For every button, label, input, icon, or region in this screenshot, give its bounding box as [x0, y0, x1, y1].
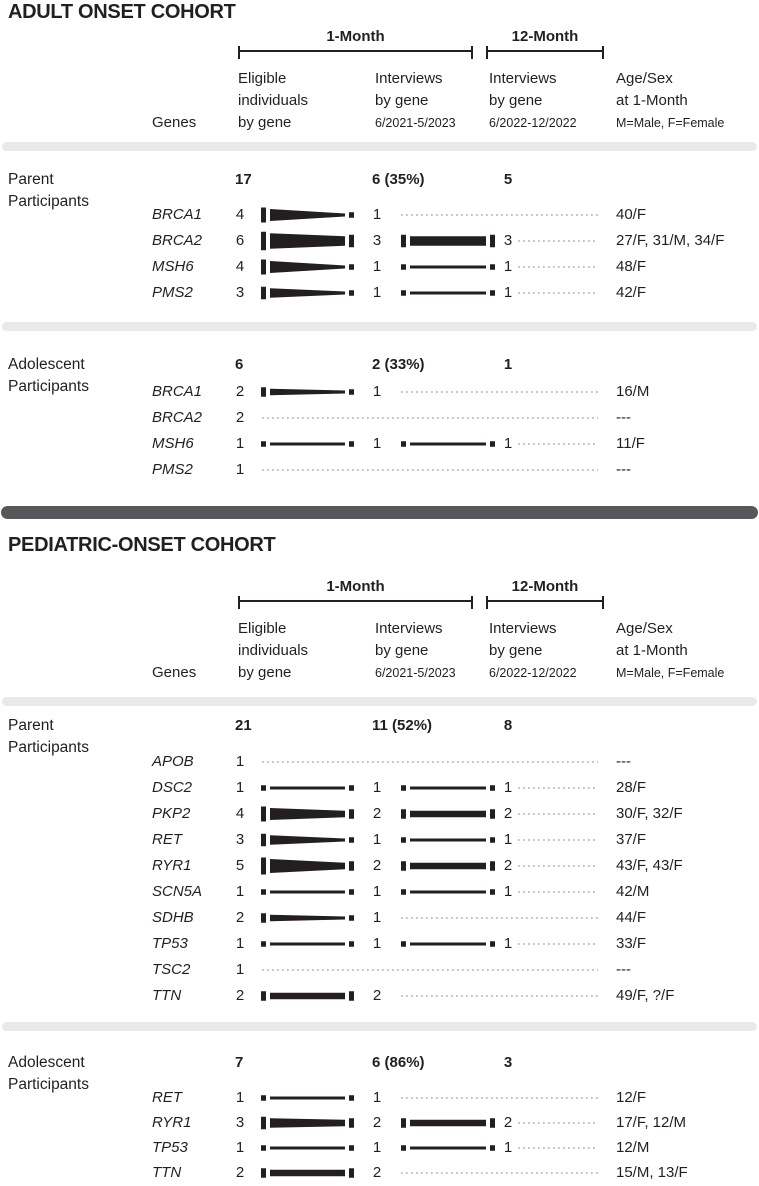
gene-label: MSH6: [152, 258, 194, 275]
flow-bar-1month-right-cap: [349, 389, 354, 395]
separator-light: [2, 697, 757, 706]
eligible-count: 4: [235, 258, 245, 275]
eligible-count: 2: [235, 1164, 245, 1181]
flow-bar-1month-right-cap: [349, 1168, 354, 1178]
age-sex-value: 11/F: [616, 435, 645, 452]
flow-bar-1month-left-cap: [261, 834, 266, 847]
bracket-12month-label: 12-Month: [511, 578, 579, 595]
totals-interviews-1month: 11 (52%): [372, 717, 433, 734]
totals-interviews-12month: 3: [503, 1054, 513, 1071]
totals-eligible-count: 17: [235, 171, 252, 188]
flow-bar-1month-right-cap: [349, 991, 354, 1001]
flow-bar-1month-wedge: [270, 1170, 345, 1177]
interviews-12month-count: 1: [503, 284, 513, 301]
column-header-line: Age/Sex: [616, 70, 673, 87]
flow-bar-1month-wedge: [270, 993, 345, 1000]
flow-bar-1month-wedge: [270, 943, 345, 946]
flow-bar-12month-right-cap: [490, 1145, 495, 1151]
age-sex-value: 15/M, 13/F: [616, 1164, 688, 1181]
flow-bar-1month-wedge: [270, 261, 345, 273]
bracket-1month: [238, 46, 473, 59]
totals-interviews-12month: 5: [503, 171, 513, 188]
flow-bar-1month-left-cap: [261, 1095, 266, 1101]
flow-bar-1month-right-cap: [349, 441, 354, 447]
eligible-count: 1: [235, 1139, 245, 1156]
flow-bars: [250, 229, 602, 253]
eligible-count: 1: [235, 935, 245, 952]
flow-bars: [250, 932, 602, 956]
eligible-count: 3: [235, 284, 245, 301]
flow-bars: [250, 1111, 602, 1135]
interviews-1month-count: 1: [372, 258, 382, 275]
interviews-12month-count: 2: [503, 805, 513, 822]
flow-bar-1month-right-cap: [349, 1118, 354, 1128]
separator-dark: [1, 506, 758, 519]
interviews-1month-count: 1: [372, 935, 382, 952]
flow-bar-12month-left-cap: [401, 837, 406, 843]
gene-label: TTN: [152, 987, 182, 1004]
column-header-dates: 6/2021-5/2023: [375, 116, 456, 130]
flow-bar-12month-right-cap: [490, 441, 495, 447]
flow-bar-12month-wedge: [410, 891, 486, 894]
gene-label: BRCA2: [152, 409, 203, 426]
group-label: Participants: [8, 378, 89, 395]
flow-bar-12month-right-cap: [490, 235, 495, 248]
age-sex-value: 42/F: [616, 284, 647, 301]
group-label: Adolescent: [8, 1054, 85, 1071]
interviews-1month-count: 1: [372, 435, 382, 452]
bracket-1month-label: 1-Month: [326, 28, 385, 45]
age-sex-value: 17/F, 12/M: [616, 1114, 687, 1131]
flow-bar-1month-wedge: [270, 288, 345, 298]
flow-bar-12month-left-cap: [401, 235, 406, 248]
interviews-1month-count: 1: [372, 883, 382, 900]
interviews-12month-count: 1: [503, 883, 513, 900]
interviews-1month-count: 1: [372, 909, 382, 926]
flow-bar-12month-right-cap: [490, 1118, 495, 1128]
age-sex-value: 48/F: [616, 258, 647, 275]
separator-light: [2, 142, 757, 151]
gene-label: SDHB: [152, 909, 194, 926]
flow-bar-1month-left-cap: [261, 991, 266, 1001]
interviews-1month-count: 2: [372, 1114, 382, 1131]
flow-bar-12month-wedge: [410, 863, 486, 870]
gene-label: SCN5A: [152, 883, 203, 900]
age-sex-value: 49/F, ?/F: [616, 987, 675, 1004]
gene-label: RET: [152, 1089, 182, 1106]
age-sex-value: ---: [616, 461, 631, 478]
flow-bar-1month-left-cap: [261, 287, 266, 300]
interviews-1month-count: 2: [372, 857, 382, 874]
eligible-count: 4: [235, 206, 245, 223]
flow-bar-12month-right-cap: [490, 861, 495, 871]
flow-bar-1month-right-cap: [349, 889, 354, 895]
age-sex-value: 16/M: [616, 383, 650, 400]
column-header-line: by gene: [238, 114, 292, 131]
group-label: Participants: [8, 739, 89, 756]
age-sex-value: 33/F: [616, 935, 647, 952]
flow-bars: [250, 802, 602, 826]
column-header-line: by gene: [489, 642, 543, 659]
flow-bar-1month-wedge: [270, 891, 345, 894]
interviews-12month-count: 1: [503, 935, 513, 952]
interviews-1month-count: 1: [372, 1089, 382, 1106]
group-label: Parent: [8, 171, 54, 188]
interviews-1month-count: 2: [372, 987, 382, 1004]
flow-bar-12month-left-cap: [401, 785, 406, 791]
flow-bar-12month-wedge: [410, 236, 486, 246]
interviews-1month-count: 1: [372, 1139, 382, 1156]
flow-bars: [250, 828, 602, 852]
flow-bar-12month-right-cap: [490, 889, 495, 895]
gene-label: TP53: [152, 935, 188, 952]
flow-bar-1month-right-cap: [349, 941, 354, 947]
flow-bars: [250, 458, 602, 482]
interviews-12month-count: 1: [503, 435, 513, 452]
column-header-line: Eligible: [238, 70, 287, 87]
flow-bar-1month-left-cap: [261, 913, 266, 923]
flow-bar-12month-left-cap: [401, 264, 406, 270]
flow-bar-12month-right-cap: [490, 809, 495, 819]
flow-bars: [250, 854, 602, 878]
totals-interviews-1month: 6 (86%): [372, 1054, 425, 1071]
column-header-interviews-1month: [375, 618, 456, 684]
eligible-count: 1: [235, 883, 245, 900]
age-sex-value: 44/F: [616, 909, 647, 926]
age-sex-value: 43/F, 43/F: [616, 857, 683, 874]
totals-interviews-1month: 6 (35%): [372, 171, 425, 188]
flow-bars: [250, 750, 602, 774]
flow-bar-1month-left-cap: [261, 1117, 266, 1130]
age-sex-value: ---: [616, 753, 631, 770]
column-header-age-sex: [616, 68, 724, 134]
flow-bars: [250, 406, 602, 430]
column-header-interviews-12month: [489, 618, 577, 684]
flow-bar-12month-wedge: [410, 1120, 486, 1127]
flow-bar-1month-wedge: [270, 835, 345, 845]
gene-label: MSH6: [152, 435, 194, 452]
flow-bars: [250, 1136, 602, 1160]
flow-bar-12month-left-cap: [401, 290, 406, 296]
age-sex-value: ---: [616, 961, 631, 978]
interviews-1month-count: 1: [372, 206, 382, 223]
column-header-eligible: [238, 68, 308, 134]
group-label: Participants: [8, 1076, 89, 1093]
interviews-12month-count: 1: [503, 831, 513, 848]
column-header-line: Interviews: [375, 620, 443, 637]
eligible-count: 6: [235, 232, 245, 249]
eligible-count: 1: [235, 779, 245, 796]
flow-bar-1month-right-cap: [349, 861, 354, 871]
eligible-count: 2: [235, 987, 245, 1004]
column-header-interviews-1month: [375, 68, 456, 134]
bracket-12month: [486, 596, 604, 609]
age-sex-value: 37/F: [616, 831, 647, 848]
column-header-age-sex: [616, 618, 724, 684]
interviews-12month-count: 2: [503, 1114, 513, 1131]
flow-bar-12month-left-cap: [401, 889, 406, 895]
totals-interviews-12month: 8: [503, 717, 513, 734]
column-header-eligible: [238, 618, 308, 684]
column-header-line: at 1-Month: [616, 92, 688, 109]
flow-bar-1month-left-cap: [261, 941, 266, 947]
flow-bar-1month-left-cap: [261, 785, 266, 791]
flow-bar-1month-left-cap: [261, 858, 266, 875]
age-sex-value: 12/F: [616, 1089, 647, 1106]
eligible-count: 1: [235, 435, 245, 452]
bracket-12month: [486, 46, 604, 59]
bracket-1month: [238, 596, 473, 609]
eligible-count: 2: [235, 409, 245, 426]
interviews-1month-count: 1: [372, 284, 382, 301]
flow-bar-12month-wedge: [410, 292, 486, 295]
flow-bar-1month-left-cap: [261, 1168, 266, 1178]
flow-bar-12month-left-cap: [401, 441, 406, 447]
flow-bar-12month-left-cap: [401, 809, 406, 819]
column-header-sex-note: M=Male, F=Female: [616, 666, 725, 680]
totals-interviews-1month: 2 (33%): [372, 356, 425, 373]
flow-bars: [250, 776, 602, 800]
flow-bar-1month-wedge: [270, 1118, 345, 1128]
flow-bar-1month-wedge: [270, 389, 345, 396]
eligible-count: 3: [235, 831, 245, 848]
flow-bar-1month-right-cap: [349, 1095, 354, 1101]
flow-bar-12month-right-cap: [490, 290, 495, 296]
flow-bar-1month-wedge: [270, 808, 345, 820]
flow-bars: [250, 958, 602, 982]
flow-bar-1month-left-cap: [261, 441, 266, 447]
gene-label: PMS2: [152, 461, 193, 478]
flow-bar-1month-right-cap: [349, 1145, 354, 1151]
column-header-line: Interviews: [489, 620, 557, 637]
flow-bar-1month-right-cap: [349, 785, 354, 791]
gene-label: TSC2: [152, 961, 191, 978]
flow-bars: [250, 380, 602, 404]
flow-bar-1month-left-cap: [261, 208, 266, 223]
flow-bar-1month-right-cap: [349, 915, 354, 921]
column-header-genes: Genes: [152, 664, 197, 681]
flow-bars: [250, 984, 602, 1008]
gene-label: APOB: [152, 753, 194, 770]
age-sex-value: ---: [616, 409, 631, 426]
gene-label: DSC2: [152, 779, 193, 796]
column-header-dates: 6/2022-12/2022: [489, 666, 577, 680]
flow-bars: [250, 203, 602, 227]
age-sex-value: 30/F, 32/F: [616, 805, 683, 822]
group-label: Participants: [8, 193, 89, 210]
flow-bar-1month-left-cap: [261, 889, 266, 895]
column-header-line: by gene: [238, 664, 292, 681]
interviews-1month-count: 1: [372, 383, 382, 400]
flow-bar-1month-left-cap: [261, 260, 266, 275]
totals-interviews-12month: 1: [503, 356, 513, 373]
interviews-12month-count: 1: [503, 258, 513, 275]
eligible-count: 2: [235, 909, 245, 926]
age-sex-value: 28/F: [616, 779, 647, 796]
gene-label: TP53: [152, 1139, 188, 1156]
interviews-12month-count: 1: [503, 779, 513, 796]
flow-bars: [250, 1161, 602, 1185]
flow-bar-1month-right-cap: [349, 809, 354, 819]
flow-bar-12month-wedge: [410, 839, 486, 842]
eligible-count: 1: [235, 1089, 245, 1106]
interviews-1month-count: 3: [372, 232, 382, 249]
column-header-interviews-12month: [489, 68, 577, 134]
flow-bar-12month-right-cap: [490, 837, 495, 843]
gene-label: PMS2: [152, 284, 193, 301]
column-header-line: by gene: [489, 92, 543, 109]
column-header-line: at 1-Month: [616, 642, 688, 659]
gene-label: RET: [152, 831, 182, 848]
age-sex-value: 40/F: [616, 206, 647, 223]
eligible-count: 1: [235, 461, 245, 478]
flow-bar-12month-right-cap: [490, 941, 495, 947]
column-header-line: by gene: [375, 92, 429, 109]
bracket-1month-label: 1-Month: [326, 578, 385, 595]
eligible-count: 1: [235, 961, 245, 978]
flow-bar-12month-wedge: [410, 787, 486, 790]
flow-bar-12month-right-cap: [490, 785, 495, 791]
gene-label: TTN: [152, 1164, 182, 1181]
bracket-12month-label: 12-Month: [511, 28, 579, 45]
flow-bar-1month-right-cap: [349, 837, 354, 843]
flow-bars: [250, 1086, 602, 1110]
group-label: Parent: [8, 717, 54, 734]
flow-bars: [250, 255, 602, 279]
gene-label: PKP2: [152, 805, 191, 822]
interviews-1month-count: 2: [372, 805, 382, 822]
eligible-count: 5: [235, 857, 245, 874]
column-header-genes: Genes: [152, 114, 197, 131]
column-header-dates: 6/2021-5/2023: [375, 666, 456, 680]
flow-bar-1month-right-cap: [349, 264, 354, 270]
flow-bar-12month-wedge: [410, 443, 486, 446]
gene-label: RYR1: [152, 1114, 192, 1131]
flow-bar-12month-wedge: [410, 943, 486, 946]
flow-bar-12month-wedge: [410, 266, 486, 269]
gene-label: BRCA2: [152, 232, 203, 249]
flow-bar-1month-wedge: [270, 787, 345, 790]
flow-bars: [250, 432, 602, 456]
flow-bar-1month-right-cap: [349, 235, 354, 248]
column-header-sex-note: M=Male, F=Female: [616, 116, 725, 130]
gene-label: RYR1: [152, 857, 192, 874]
flow-bar-1month-wedge: [270, 209, 345, 221]
flow-bars: [250, 906, 602, 930]
eligible-count: 3: [235, 1114, 245, 1131]
flow-bar-12month-wedge: [410, 1147, 486, 1150]
flow-bar-1month-wedge: [270, 915, 345, 922]
flow-bar-12month-left-cap: [401, 1145, 406, 1151]
age-sex-value: 42/M: [616, 883, 650, 900]
flow-bar-12month-wedge: [410, 811, 486, 818]
interviews-1month-count: 2: [372, 1164, 382, 1181]
totals-eligible-count: 21: [235, 717, 252, 734]
column-header-dates: 6/2022-12/2022: [489, 116, 577, 130]
flow-bar-1month-left-cap: [261, 232, 266, 251]
separator-light: [2, 322, 757, 331]
cohort-title: PEDIATRIC-ONSET COHORT: [8, 534, 276, 556]
group-label: Adolescent: [8, 356, 85, 373]
column-header-line: by gene: [375, 642, 429, 659]
flow-bar-1month-right-cap: [349, 212, 354, 218]
flow-bars: [250, 281, 602, 305]
interviews-12month-count: 2: [503, 857, 513, 874]
flow-bar-1month-left-cap: [261, 807, 266, 822]
flow-bar-1month-wedge: [270, 1097, 345, 1100]
column-header-line: Age/Sex: [616, 620, 673, 637]
gene-label: BRCA1: [152, 383, 203, 400]
eligible-count: 2: [235, 383, 245, 400]
eligible-count: 4: [235, 805, 245, 822]
flow-bar-1month-wedge: [270, 443, 345, 446]
cohort-title: ADULT ONSET COHORT: [8, 1, 236, 23]
flow-bar-1month-wedge: [270, 233, 345, 249]
flow-bar-1month-wedge: [270, 1147, 345, 1150]
flow-bars: [250, 880, 602, 904]
column-header-line: Interviews: [489, 70, 557, 87]
column-header-line: Eligible: [238, 620, 287, 637]
flow-bar-1month-left-cap: [261, 387, 266, 397]
column-header-line: individuals: [238, 642, 309, 659]
flow-bar-12month-right-cap: [490, 264, 495, 270]
separator-light: [2, 1022, 757, 1031]
totals-eligible-count: 6: [235, 356, 244, 373]
interviews-1month-count: 1: [372, 779, 382, 796]
totals-eligible-count: 7: [235, 1054, 244, 1071]
interviews-1month-count: 1: [372, 831, 382, 848]
age-sex-value: 27/F, 31/M, 34/F: [616, 232, 725, 249]
flow-bar-1month-right-cap: [349, 290, 354, 296]
column-header-line: individuals: [238, 92, 309, 109]
flow-bar-1month-left-cap: [261, 1145, 266, 1151]
column-header-line: Interviews: [375, 70, 443, 87]
flow-bar-12month-left-cap: [401, 941, 406, 947]
age-sex-value: 12/M: [616, 1139, 650, 1156]
gene-label: BRCA1: [152, 206, 203, 223]
interviews-12month-count: 3: [503, 232, 513, 249]
flow-bar-1month-wedge: [270, 859, 345, 873]
flow-bar-12month-left-cap: [401, 1118, 406, 1128]
flow-bar-12month-left-cap: [401, 861, 406, 871]
interviews-12month-count: 1: [503, 1139, 513, 1156]
eligible-count: 1: [235, 753, 245, 770]
